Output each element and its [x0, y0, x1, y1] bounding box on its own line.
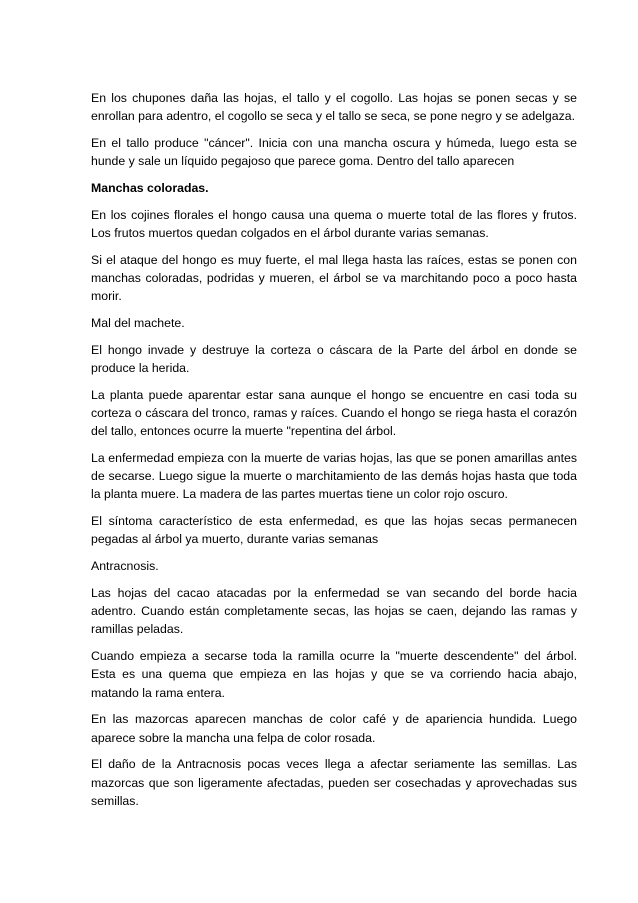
- heading-manchas-coloradas: Manchas coloradas.: [91, 181, 209, 195]
- paragraph-mazorcas-manchas: En las mazorcas aparecen manchas de color café y de apariencia hundida. Luego aparece sobre la mancha una felpa de color rosada.: [91, 712, 577, 745]
- heading-mal-del-machete: Mal del machete.: [91, 316, 185, 330]
- paragraph-corteza: El hongo invade y destruye la corteza o cáscara de la Parte del árbol en donde se produce la herida.: [91, 342, 577, 375]
- paragraph-muerte-descendente: Cuando empieza a secarse toda la ramilla ocurre la "muerte descendente" del árbol. Esta es una quema que empieza en las hojas y que se va corriendo hacia abajo, matando la rama entera.: [91, 649, 577, 700]
- paragraph-muerte-hojas: La enfermedad empieza con la muerte de varias hojas, las que se ponen amarillas antes de secarse. Luego sigue la muerte o marchitamiento de las demás hojas hasta que toda la planta muere. La madera de las partes muertas tiene un color rojo oscuro.: [91, 451, 577, 502]
- paragraph-ataque-raices: Si el ataque del hongo es muy fuerte, el mal llega hasta las raíces, estas se ponen con manchas coloradas, podridas y mueren, el árbol se va marchitando poco a poco hasta morir.: [91, 252, 577, 304]
- paragraph-hojas-cacao: Las hojas del cacao atacadas por la enfermedad se van secando del borde hacia adentro. Cuando están completamente secas, las hojas se caen, dejando las ramas y ramillas peladas.: [91, 586, 577, 637]
- paragraph-sintoma: El síntoma característico de esta enfermedad, es que las hojas secas permanecen pegadas al árbol ya muerto, durante varias semanas: [91, 514, 577, 547]
- paragraph-chupones: En los chupones daña las hojas, el tallo y el cogollo. Las hojas se ponen secas y se enrollan para adentro, el cogollo se seca y el tallo se seca, se pone negro y se adelgaza.: [91, 91, 577, 124]
- paragraph-cojines-florales: En los cojines florales el hongo causa una quema o muerte total de las flores y frutos. Los frutos muertos quedan colgados en el árbol durante varias semanas.: [91, 207, 577, 240]
- paragraph-tallo-cancer: En el tallo produce "cáncer". Inicia con una mancha oscura y húmeda, luego esta se hunde y sale un líquido pegajoso que parece goma. Dentro del tallo aparecen: [91, 136, 577, 169]
- paragraph-planta-sana: La planta puede aparentar estar sana aunque el hongo se encuentre en casi toda su corteza o cáscara del tronco, ramas y raíces. Cuando el hongo se riega hasta el corazón del tallo, entonces ocurre la muerte "repentina del árbol.: [91, 387, 577, 439]
- document-page: [91, 89, 577, 819]
- heading-antracnosis: Antracnosis.: [91, 559, 159, 574]
- paragraph-dano-semillas: El daño de la Antracnosis pocas veces llega a afectar seriamente las semillas. Las mazorcas que son ligeramente afectadas, pueden ser cosechadas y aprovechadas sus semillas.: [91, 757, 577, 808]
